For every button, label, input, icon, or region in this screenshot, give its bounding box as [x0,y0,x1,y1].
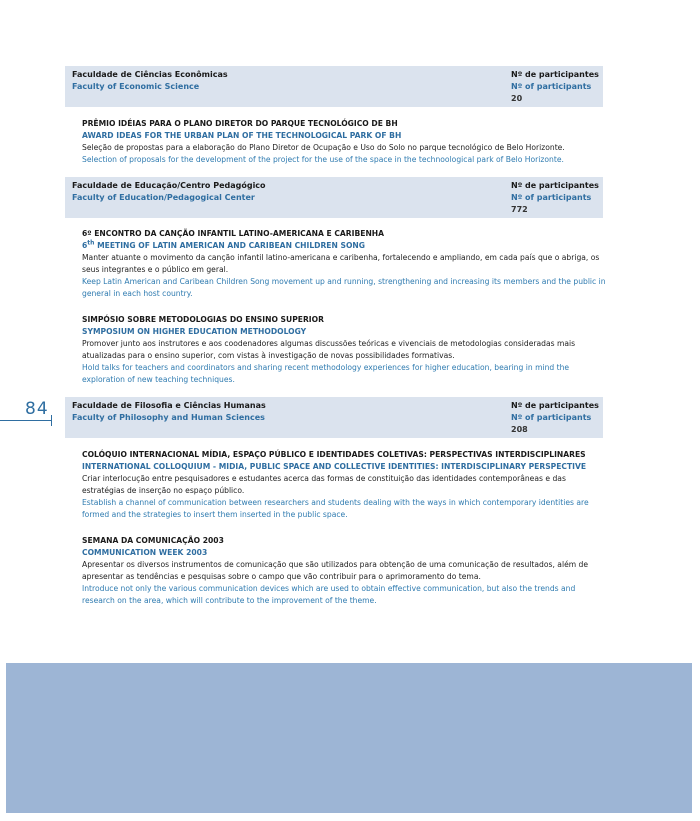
faculty-header-philosophy [65,397,603,438]
participants-count: 772 [511,205,528,214]
event-description-en: Keep Latin American and Caribean Children Song movement up and running, strengthening and increasing its members and the public in general in each host country. [82,277,606,298]
event-description-pt: Promover junto aos instrutores e aos coodenadores algumas discussões teóricas e vivenciais de metodologias consideradas mais atualizadas para o ensino superior, com vistas à investigação de novas possibilidades formativas. [82,339,576,360]
event-title-pt: SEMANA DA COMUNICAÇÃO 2003 [82,536,224,545]
event-title-en: AWARD IDEAS FOR THE URBAN PLAN OF THE TECHNOLOGICAL PARK OF BH [82,131,402,140]
event-description-pt: Apresentar os diversos instrumentos de comunicação que são utilizados para obtenção de uma comunicação de resultados, além de apresentar as tendências e pesquisas sobre o campo que vão contribuir para o aprimoramento do tema. [82,560,589,581]
participants-label-en: Nº of participants [511,193,592,202]
faculty-name-en: Faculty of Education/Pedagogical Center [72,193,255,202]
faculty-name-en: Faculty of Philosophy and Human Sciences [72,413,265,422]
event-description-en: Establish a channel of communication between researchers and students dealing with the ways in which contemporary identities are formed and the strategies to insert them inserted in the public space. [82,498,589,519]
participants-label-en: Nº of participants [511,413,592,422]
footer-color-block [6,663,692,813]
event-title-pt: PRÊMIO IDÉIAS PARA O PLANO DIRETOR DO PARQUE TECNOLÓGICO DE BH [82,119,398,128]
event-title-pt: SIMPÓSIO SOBRE METODOLOGIAS DO ENSINO SUPERIOR [82,315,324,324]
participants-label-pt: Nº de participantes [511,401,599,410]
event-description-pt: Seleção de propostas para a elaboração do Plano Diretor de Ocupação e Uso do Solo no parque tecnológico de Belo Horizonte. [82,143,565,152]
event-description-en: Introduce not only the various communication devices which are used to obtain effective communication, but also the trends and research on the area, which will contribute to the improvement of the theme. [82,584,576,605]
event-title-en: COMMUNICATION WEEK 2003 [82,548,208,557]
event-description-pt: Criar interlocução entre pesquisadores e estudantes acerca das formas de constituição das identidades contemporâneas e das estratégias de inserção no espaço público. [82,474,566,495]
event-title-pt: COLÓQUIO INTERNACIONAL MÍDIA, ESPAÇO PÚBLICO E IDENTIDADES COLETIVAS: PERSPECTIVAS INTERDISCIPLINARES [82,450,586,459]
event-title-pt: 6º ENCONTRO DA CANÇÃO INFANTIL LATINO-AMERICANA E CARIBENHA [82,229,385,238]
event-entry [82,449,607,521]
event-title-en-number: 6 [82,241,88,250]
event-entry [82,535,607,607]
event-title-en: SYMPOSIUM ON HIGHER EDUCATION METHODOLOGY [82,327,307,336]
participants-count: 208 [511,425,528,434]
participants-count: 20 [511,94,523,103]
event-title-en [82,240,607,252]
event-description-pt: Manter atuante o movimento da canção infantil latino-americana e caribenha, fortalecendo e ampliando, em cada país que o abriga, os seus integrantes e o público em geral. [82,253,600,274]
faculty-header-economic-science [65,66,603,107]
participants-label-pt: Nº de participantes [511,181,599,190]
faculty-name-pt: Faculdade de Filosofia e Ciências Humanas [72,401,266,410]
faculty-name-pt: Faculdade de Educação/Centro Pedagógico [72,181,266,190]
event-entry [82,228,607,300]
event-title-en-text: MEETING OF LATIN AMERICAN AND CARIBEAN CHILDREN SONG [94,241,366,250]
event-title-en-ordinal: th [87,239,95,247]
faculty-name-pt: Faculdade de Ciências Econômicas [72,70,228,79]
event-description-en: Hold talks for teachers and coordinators and sharing recent methodology experiences for higher education, bearing in mind the exploration of new teaching techniques. [82,363,570,384]
faculty-name-en: Faculty of Economic Science [72,82,200,91]
event-entry [82,118,607,166]
event-entry [82,314,607,386]
page-number-rule [0,420,52,421]
event-description-en: Selection of proposals for the development of the project for the use of the space in the technoological park of Belo Horizonte. [82,155,564,164]
faculty-header-education [65,177,603,218]
page-number: 84 [25,399,49,419]
event-title-en: INTERNATIONAL COLLOQUIUM - MIDIA, PUBLIC SPACE AND COLLECTIVE IDENTITIES: INTERDISCIPLINARY PERSPECTIVE [82,462,587,471]
page-number-tick [51,415,52,426]
participants-label-en: Nº of participants [511,82,592,91]
participants-label-pt: Nº de participantes [511,70,599,79]
